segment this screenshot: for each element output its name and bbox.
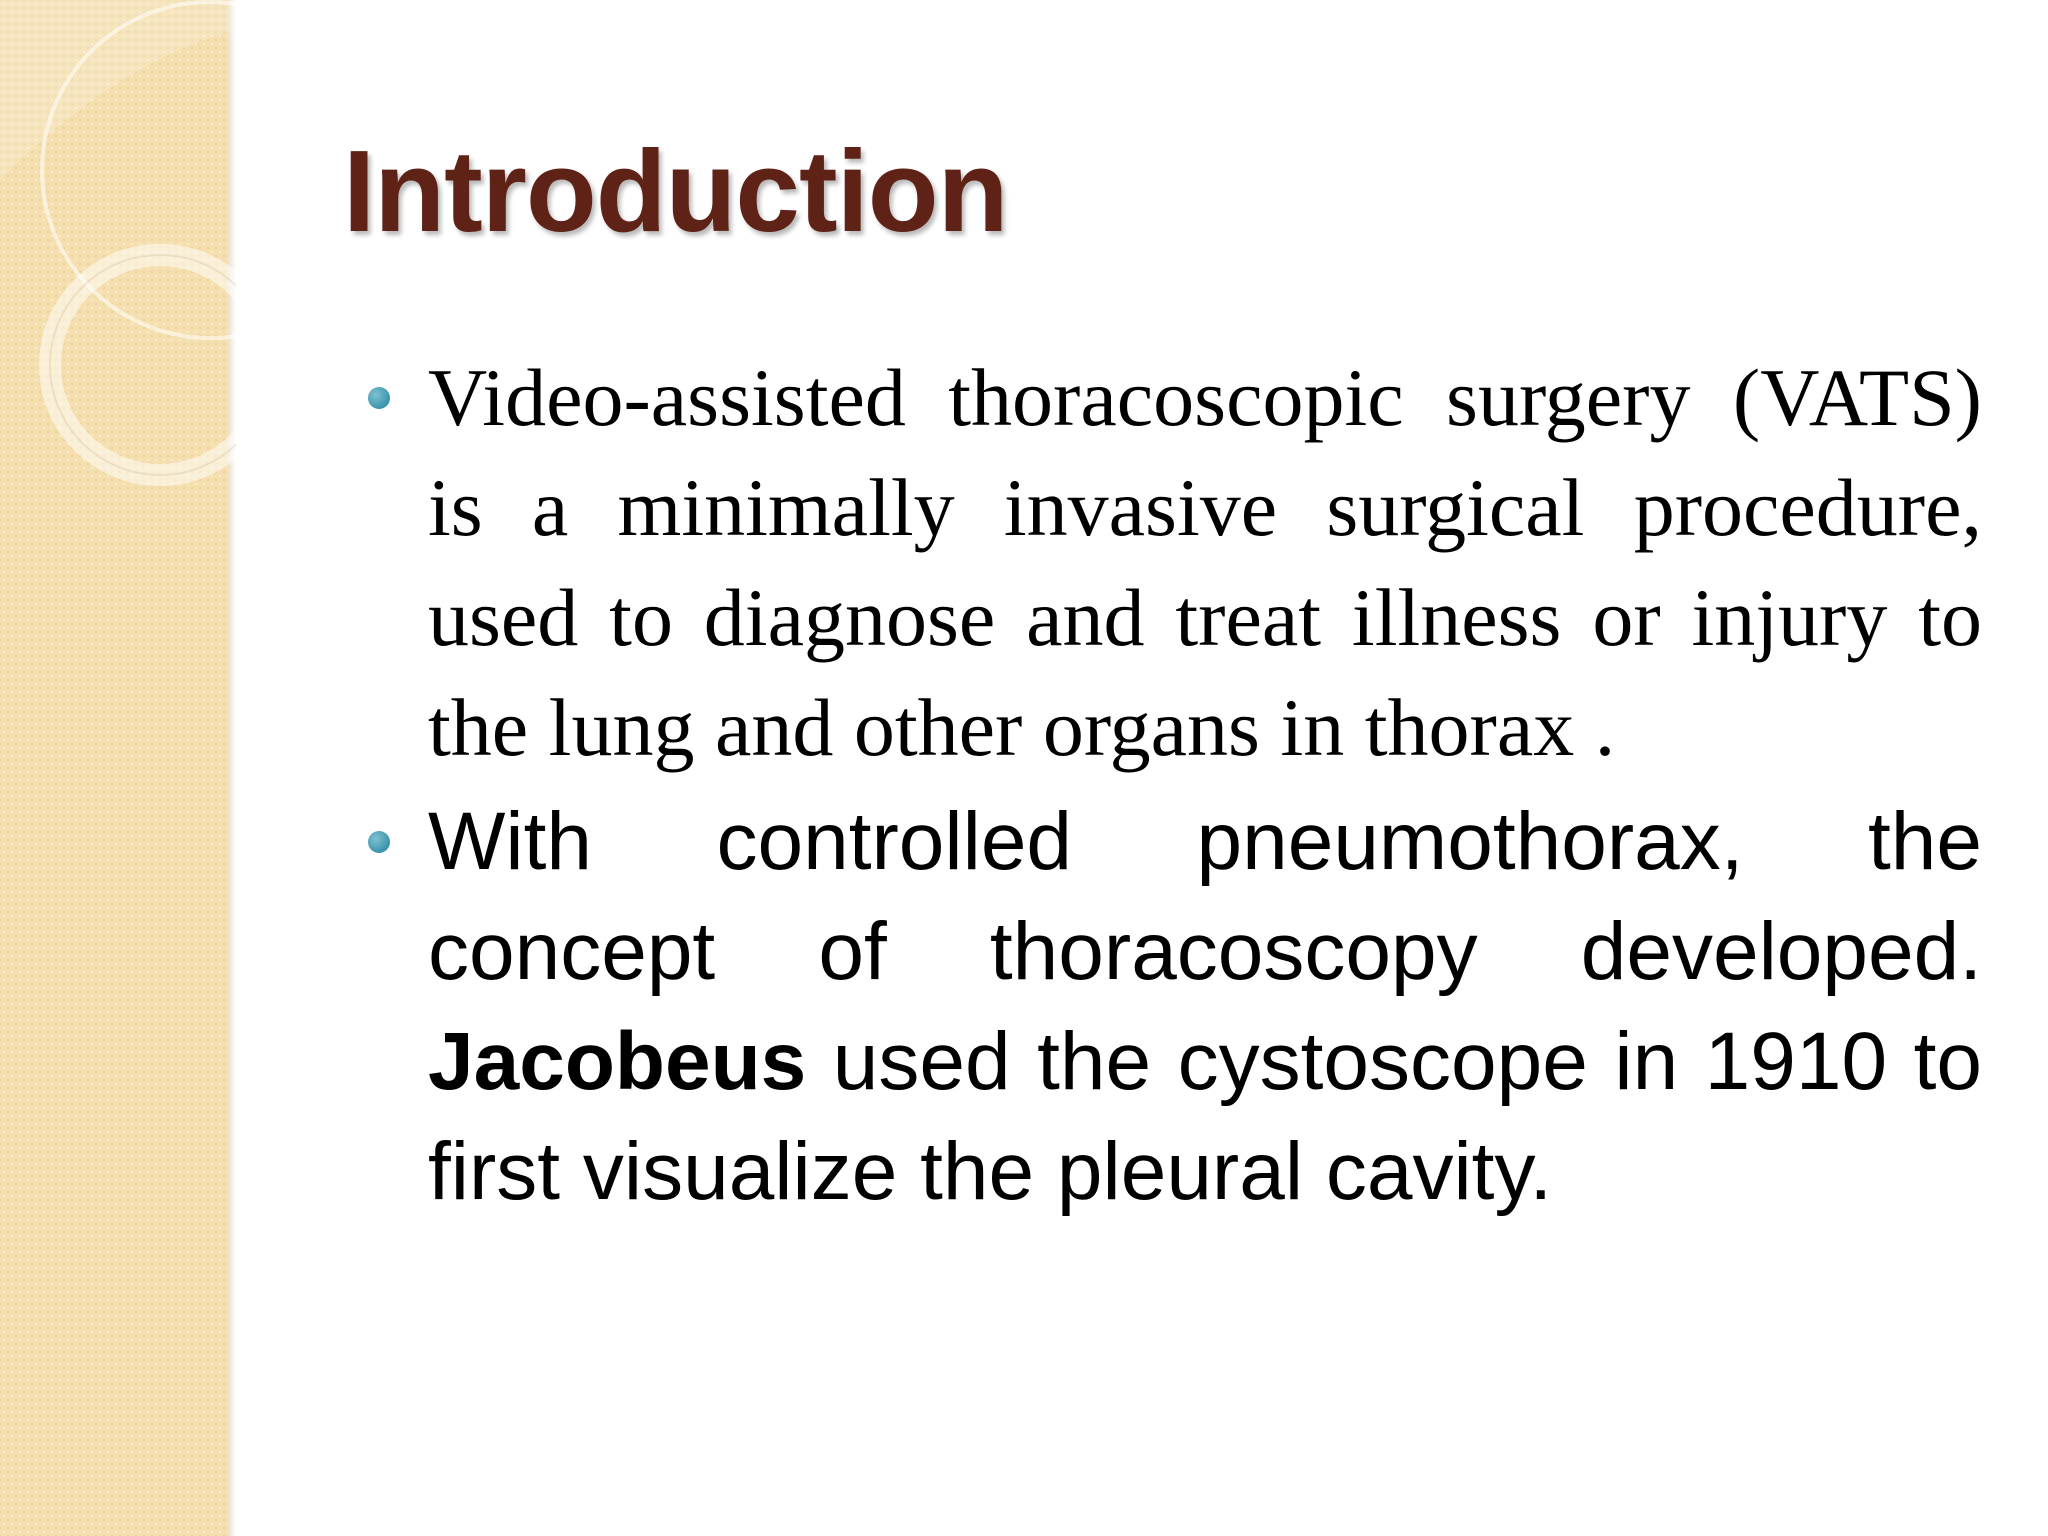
slide-title: Introduction	[343, 126, 1008, 256]
bullet-text: Video-assisted thoracoscopic surgery (VATS) is a minimally invasive surgical procedure, used to diagnose and treat illness or injury to the lung and other organs in thorax .	[428, 352, 1982, 773]
bullet-list	[360, 343, 1982, 1227]
bullet-dot-icon	[368, 387, 390, 409]
bullet-item-history	[360, 787, 1982, 1227]
decorative-circles	[0, 0, 236, 520]
bullet-item-vats	[360, 343, 1982, 783]
bullet-dot-icon	[368, 831, 390, 853]
bullet-text-line1: With controlled pneumothorax, the concept of thoracoscopy developed.	[428, 796, 1982, 997]
bullet-bold-name: Jacobeus	[428, 1016, 807, 1107]
bullet-text-rest: used the cystoscope in 1910 to first visualize the pleural cavity.	[428, 1016, 1982, 1217]
